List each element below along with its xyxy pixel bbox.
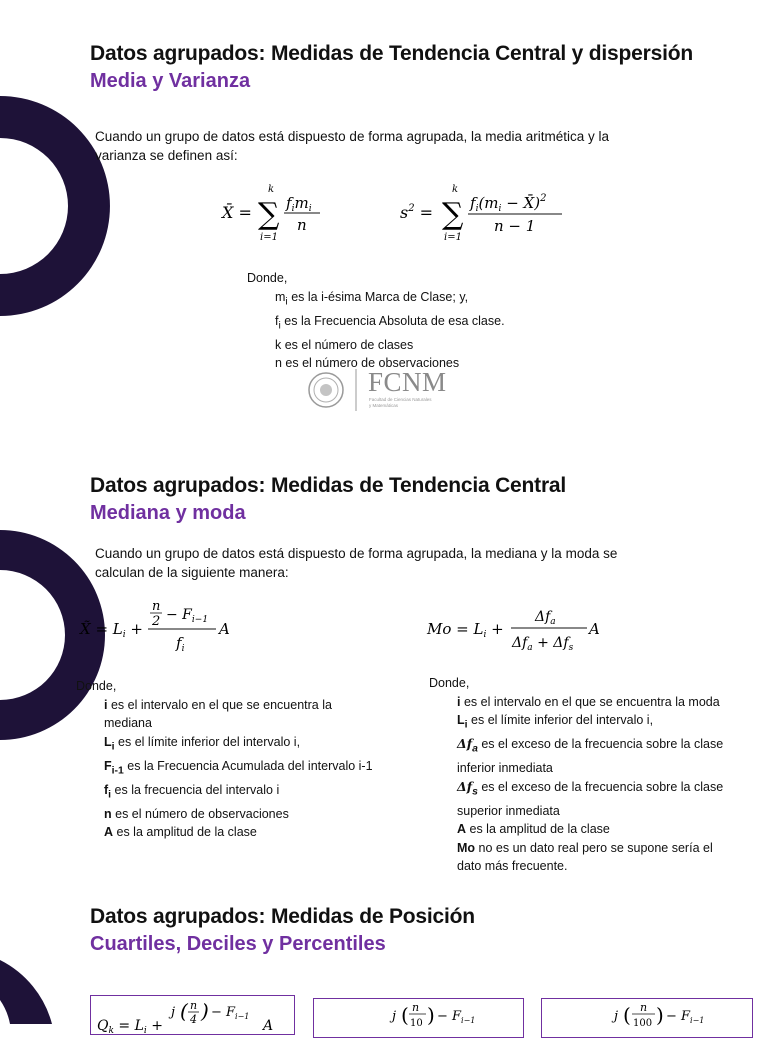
svg-text:j: j xyxy=(392,1009,397,1024)
mean-formula xyxy=(222,180,332,250)
slide1-intro xyxy=(95,127,609,165)
def-mode-i xyxy=(429,693,723,712)
variance-formula xyxy=(400,180,570,250)
def-mode-Mo xyxy=(429,839,723,858)
def-mode-L-text: es el límite inferior del intervalo i, xyxy=(467,713,654,727)
def-median-L xyxy=(76,733,373,757)
svg-text:fi(mi − X̄)2: $f_i(m_i$ − X̄)$^2$ xyxy=(470,193,547,214)
slide2-intro xyxy=(95,544,617,582)
def-k xyxy=(247,336,505,355)
svg-text:fimi: $f_im_i$ xyxy=(286,194,312,214)
svg-text:): ) xyxy=(656,1003,664,1027)
slide2-right-where: Donde, xyxy=(429,676,470,690)
def-median-n xyxy=(76,805,373,824)
def-n-sym: n xyxy=(275,356,282,370)
slide3-title: Datos agrupados: Medidas de Posición xyxy=(90,905,475,928)
def-median-n-sym: n xyxy=(104,806,112,821)
slide1-where-label: Donde, xyxy=(247,271,288,285)
def-mode-dfs-text: es el exceso de la frecuencia sobre la clase xyxy=(477,779,724,794)
svg-text:4: 4 xyxy=(190,1013,197,1026)
svg-text:Δfa: $\Delta f_a$ xyxy=(535,609,556,627)
slide1-title: Datos agrupados: Medidas de Tendencia Central y dispersión xyxy=(90,42,693,65)
slide2-left-definitions xyxy=(76,677,373,842)
svg-text:(: ( xyxy=(623,1003,631,1027)
def-mode-dfa-cont: inferior inmediata xyxy=(457,761,553,775)
def-median-i-cont: mediana xyxy=(104,716,152,730)
svg-text:j: j xyxy=(614,1009,619,1024)
def-mode-L-sub: i xyxy=(464,719,468,731)
slide2-intro-line1: Cuando un grupo de datos está dispuesto de forma agrupada, la mediana y la moda se xyxy=(95,546,618,561)
def-median-f-sub: i xyxy=(108,789,112,800)
def-m-text: es la i-ésima Marca de Clase; y, xyxy=(287,289,469,304)
def-m xyxy=(247,288,505,312)
def-median-i-text: es el intervalo en el que se encuentra la xyxy=(107,697,332,712)
def-mode-Mo-text: no es un dato real pero se supone sería el xyxy=(475,840,713,855)
svg-text:∑: ∑ xyxy=(258,197,280,232)
svg-text:Qk = Li +: $Q_k = L_i$ + xyxy=(97,1018,163,1036)
def-f-sym: f xyxy=(275,313,279,328)
svg-text:i=1: i=1 xyxy=(260,232,278,243)
svg-text:k: k xyxy=(452,184,459,195)
mode-formula xyxy=(427,604,607,662)
fcnm-logo-small1: Facultad de Ciencias Naturales xyxy=(369,397,432,402)
svg-text:n: n xyxy=(412,1001,420,1014)
percentile-formula-box xyxy=(541,998,753,1038)
median-formula xyxy=(80,596,240,662)
fcnm-logo-small2: y Matemáticas xyxy=(369,403,399,408)
svg-text:n: n xyxy=(297,216,307,234)
svg-text:− Fi−1: − $F_{i-1}$ xyxy=(437,1009,476,1025)
svg-text:− Fi−1: − $F_{i-1}$ xyxy=(166,607,209,625)
def-mode-L-sym: L xyxy=(457,713,465,727)
def-median-L-sym: L xyxy=(104,734,112,749)
def-mode-dfs-sub: s xyxy=(472,786,478,797)
svg-text:k: k xyxy=(268,184,275,195)
def-mode-dfa xyxy=(429,735,723,759)
def-median-f xyxy=(76,781,373,805)
def-f-sub: i xyxy=(278,320,281,331)
def-mode-dfs-sym: Δf xyxy=(457,778,473,794)
def-median-f-text: es la frecuencia del intervalo i xyxy=(111,782,280,797)
svg-text:n: n xyxy=(190,999,198,1012)
fcnm-logo-text: FCNM xyxy=(368,367,447,397)
def-median-n-text: es el número de observaciones xyxy=(111,806,289,821)
svg-text:10: 10 xyxy=(410,1018,423,1029)
svg-text:A: A xyxy=(219,620,230,638)
def-mode-A xyxy=(429,820,723,839)
slide2-subtitle: Mediana y moda xyxy=(90,502,246,524)
decorative-arc-1 xyxy=(0,96,80,316)
def-median-F-text: es la Frecuencia Acumulada del intervalo i-1 xyxy=(123,758,373,773)
svg-text:X̃ = Li +: X̃ = $L_i$ + xyxy=(80,620,143,640)
def-median-L-text: es el límite inferior del intervalo i, xyxy=(114,734,301,749)
slide1-definitions xyxy=(247,269,505,373)
def-mode-dfs xyxy=(429,778,723,802)
svg-text:n − 1: n − 1 xyxy=(494,217,536,235)
def-mode-i-text: es el intervalo en el que se encuentra la moda xyxy=(460,694,720,709)
svg-text:): ) xyxy=(201,999,209,1023)
svg-text:− Fi−1: − $F_{i-1}$ xyxy=(211,1005,250,1021)
slide3-subtitle: Cuartiles, Deciles y Percentiles xyxy=(90,933,386,955)
def-k-sym: k xyxy=(275,337,282,352)
def-mode-A-sym: A xyxy=(457,822,467,836)
def-median-F-sym: F xyxy=(104,758,112,773)
decile-formula-box xyxy=(313,998,524,1038)
svg-text:n: n xyxy=(640,1001,648,1014)
svg-text:Δfa + Δfs: $\Delta f_a + \Delta f_s$ xyxy=(512,635,574,653)
def-median-A xyxy=(76,823,373,842)
def-mode-A-text: es la amplitud de la clase xyxy=(466,822,610,836)
svg-text:X̄ =: X̄ = xyxy=(222,203,252,222)
svg-text:100: 100 xyxy=(633,1018,653,1029)
svg-text:s2 =: $s^2$ = xyxy=(400,203,434,222)
def-mode-dfs-cont: superior inmediata xyxy=(457,803,560,818)
def-median-A-text: es la amplitud de la clase xyxy=(113,825,257,839)
def-median-F-sub: i-1 xyxy=(111,765,124,776)
svg-text:j: j xyxy=(171,1005,176,1020)
def-mode-L xyxy=(429,711,723,735)
svg-text:Mo = Li +: $Mo = L_i$ + xyxy=(427,620,504,640)
fcnm-logo xyxy=(306,367,476,413)
slide1-intro-line2: varianza se definen así: xyxy=(95,148,238,163)
svg-text:− Fi−1: − $F_{i-1}$ xyxy=(666,1009,705,1025)
def-m-sym: m xyxy=(275,289,286,304)
svg-text:(: ( xyxy=(401,1003,409,1027)
def-mode-dfa-sub: a xyxy=(472,743,478,755)
svg-text:A: A xyxy=(263,1018,274,1034)
def-median-F xyxy=(76,757,373,781)
def-mode-i-sym: i xyxy=(457,694,461,709)
def-m-sub: i xyxy=(285,296,288,307)
slide2-right-definitions xyxy=(429,674,723,876)
svg-text:(: ( xyxy=(180,999,188,1023)
def-mode-dfa-sym: Δf xyxy=(457,736,473,751)
slide2-title: Datos agrupados: Medidas de Tendencia Central xyxy=(90,474,567,497)
def-median-L-sub: i xyxy=(111,741,115,752)
slide2-intro-line2: calculan de la siguiente manera: xyxy=(95,565,289,580)
svg-text:2: 2 xyxy=(152,614,161,629)
svg-text:A: A xyxy=(589,620,600,638)
def-k-text: es el número de clases xyxy=(281,337,414,352)
svg-text:n: n xyxy=(152,599,161,614)
slide1-intro-line1: Cuando un grupo de datos está dispuesto de forma agrupada, la media aritmética y la xyxy=(95,129,610,144)
quartile-formula-box xyxy=(90,995,295,1035)
svg-text:fi: $f_i$ xyxy=(176,634,185,654)
def-median-i-sym: i xyxy=(104,697,108,712)
decorative-arc-3 xyxy=(0,960,60,1024)
def-mode-Mo-cont: dato más frecuente. xyxy=(457,859,568,873)
def-mode-dfa-text: es el exceso de la frecuencia sobre la clase xyxy=(477,737,724,751)
slide1-subtitle: Media y Varianza xyxy=(90,70,251,92)
svg-text:∑: ∑ xyxy=(442,197,464,232)
def-median-A-sym: A xyxy=(104,825,114,839)
def-n-text: es el número de observaciones xyxy=(281,356,460,370)
def-f-text: es la Frecuencia Absoluta de esa clase. xyxy=(280,313,505,328)
svg-text:i=1: i=1 xyxy=(444,232,462,243)
def-mode-Mo-sym: Mo xyxy=(457,840,476,855)
svg-text:): ) xyxy=(427,1003,435,1027)
decorative-arc-2 xyxy=(0,530,80,740)
slide2-left-where: Donde, xyxy=(76,679,117,693)
def-median-i xyxy=(76,696,373,715)
def-median-f-sym: f xyxy=(104,782,109,797)
def-f xyxy=(247,312,505,336)
